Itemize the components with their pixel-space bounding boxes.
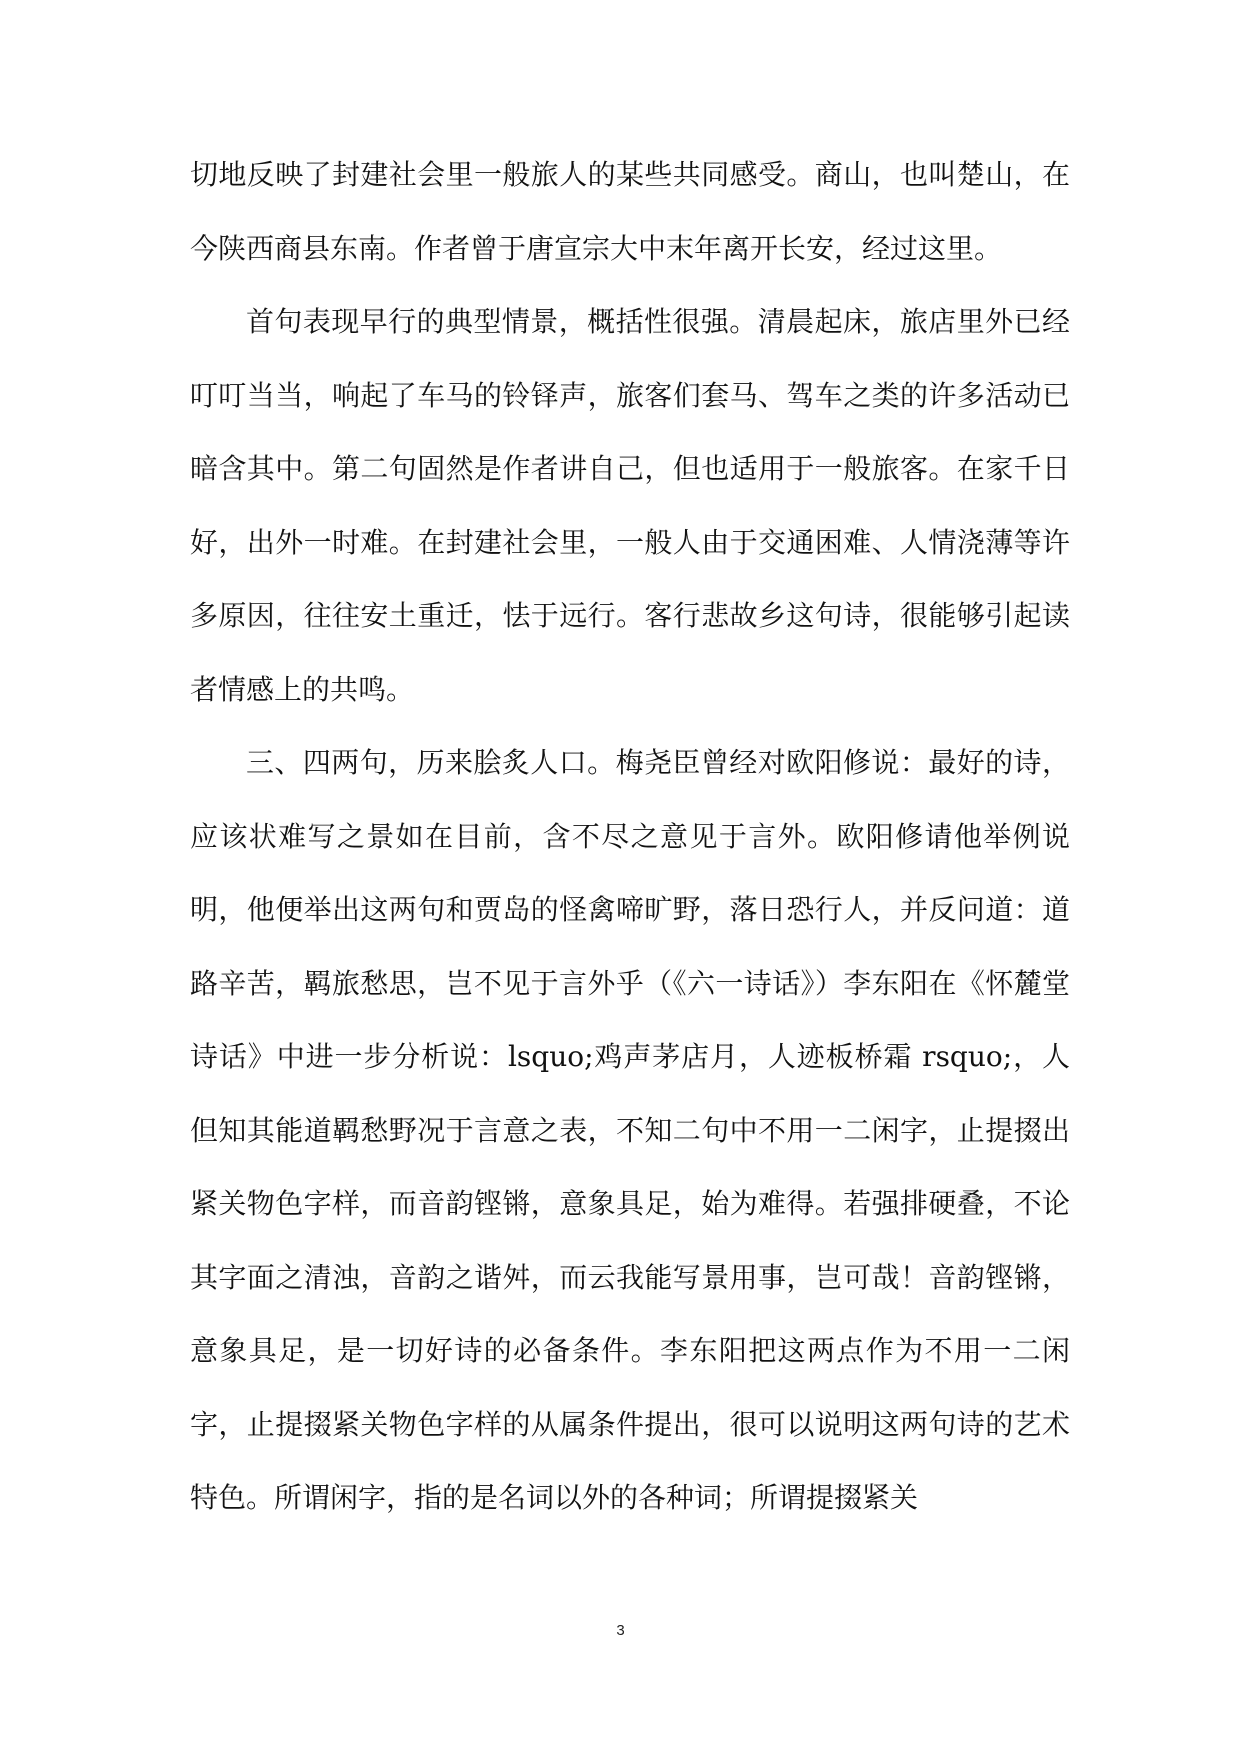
paragraph-morning-scene: 首句表现早行的典型情景，概括性很强。清晨起床，旅店里外已经叮叮当当，响起了车马的铃铎声，旅客们套马、驾车之类的许多活动已暗含其中。第二句固然是作者讲自己，但也适用于一般旅客。在家千日好，出外一时难。在封建社会里，一般人由于交通困难、人情浇薄等许多原因，往往安土重迁，怯于远行。客行悲故乡这句诗，很能够引起读者情感上的共鸣。	[190, 305, 1070, 706]
page-number: 3	[616, 1622, 625, 1639]
body-text	[190, 138, 1070, 1535]
paragraph-famous-lines: 三、四两句，历来脍炙人口。梅尧臣曾经对欧阳修说：最好的诗，应该状难写之景如在目前，含不尽之意见于言外。欧阳修请他举例说明，他便举出这两句和贾岛的怪禽啼旷野，落日恐行人，并反问道：道路辛苦，羁旅愁思，岂不见于言外乎（《六一诗话》）李东阳在《怀麓堂诗话》中进一步分析说：lsquo;鸡声茅店月，人迹板桥霜 rsquo;，人但知其能道羁愁野况于言意之表，不知二句中不用一二闲字，止提掇出紧关物色字样，而音韵铿锵，意象具足，始为难得。若强排硬叠，不论其字面之清浊，音韵之谐舛，而云我能写景用事，岂可哉！音韵铿锵，意象具足，是一切好诗的必备条件。李东阳把这两点作为不用一二闲字，止提掇紧关物色字样的从属条件提出，很可以说明这两句诗的艺术特色。所谓闲字，指的是名词以外的各种词；所谓提掇紧关	[190, 746, 1070, 1514]
paragraph-continued: 切地反映了封建社会里一般旅人的某些共同感受。商山，也叫楚山，在今陕西商县东南。作者曾于唐宣宗大中末年离开长安，经过这里。	[190, 158, 1070, 265]
